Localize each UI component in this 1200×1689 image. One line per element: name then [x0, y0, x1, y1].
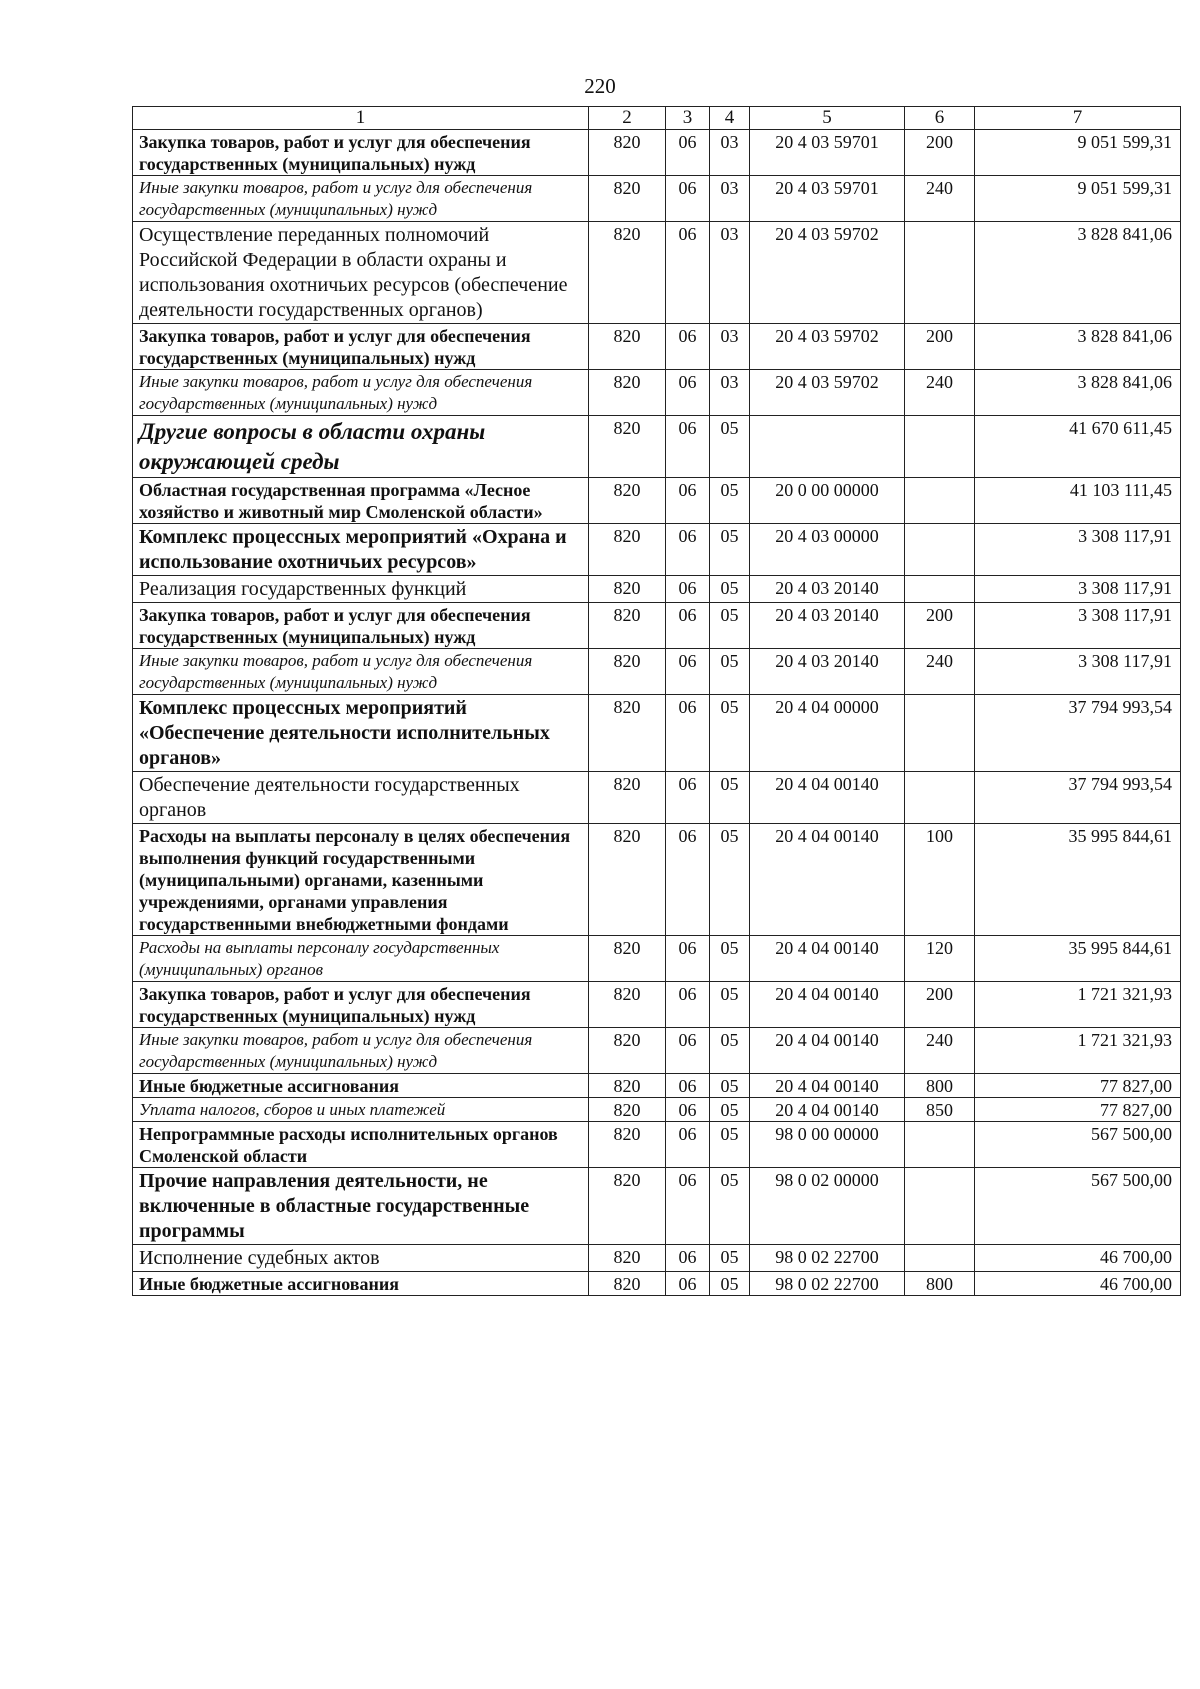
row-section: 06	[666, 824, 710, 936]
row-section: 06	[666, 222, 710, 324]
row-target: 20 4 03 59701	[750, 130, 905, 176]
row-code: 820	[589, 222, 666, 324]
row-target: 20 4 04 00140	[750, 936, 905, 982]
row-amount: 35 995 844,61	[975, 936, 1181, 982]
row-section: 06	[666, 649, 710, 695]
row-code: 820	[589, 576, 666, 603]
row-amount: 9 051 599,31	[975, 176, 1181, 222]
table-row	[133, 1245, 1181, 1272]
row-section: 06	[666, 1098, 710, 1122]
table-row	[133, 416, 1181, 478]
table-row	[133, 478, 1181, 524]
row-target: 20 4 03 20140	[750, 649, 905, 695]
row-amount: 37 794 993,54	[975, 695, 1181, 772]
table-row	[133, 370, 1181, 416]
row-amount: 3 828 841,06	[975, 324, 1181, 370]
row-section: 06	[666, 1122, 710, 1168]
row-code: 820	[589, 772, 666, 824]
table-body	[133, 130, 1181, 1296]
row-expense-type	[905, 524, 975, 576]
row-expense-type: 200	[905, 982, 975, 1028]
row-expense-type: 240	[905, 1028, 975, 1074]
row-subsection: 05	[710, 1074, 750, 1098]
row-expense-type: 200	[905, 130, 975, 176]
row-subsection: 05	[710, 1028, 750, 1074]
column-number: 3	[666, 107, 710, 130]
row-name: Расходы на выплаты персоналу государственных (муниципальных) органов	[133, 936, 589, 982]
row-amount: 46 700,00	[975, 1245, 1181, 1272]
row-subsection: 05	[710, 1272, 750, 1296]
table-row	[133, 1098, 1181, 1122]
row-section: 06	[666, 416, 710, 478]
row-code: 820	[589, 478, 666, 524]
row-target: 20 4 03 59702	[750, 370, 905, 416]
row-section: 06	[666, 1168, 710, 1245]
row-subsection: 03	[710, 222, 750, 324]
row-code: 820	[589, 130, 666, 176]
row-amount: 1 721 321,93	[975, 982, 1181, 1028]
row-code: 820	[589, 524, 666, 576]
row-subsection: 03	[710, 130, 750, 176]
row-amount: 3 308 117,91	[975, 576, 1181, 603]
table-row	[133, 982, 1181, 1028]
row-expense-type	[905, 1122, 975, 1168]
page-number: 220	[584, 74, 616, 98]
row-subsection: 05	[710, 1122, 750, 1168]
row-section: 06	[666, 176, 710, 222]
row-amount: 3 308 117,91	[975, 524, 1181, 576]
row-name: Комплекс процессных мероприятий «Охрана и использование охотничьих ресурсов»	[133, 524, 589, 576]
row-name: Иные закупки товаров, работ и услуг для обеспечения государственных (муниципальных) нужд	[133, 649, 589, 695]
table-row	[133, 649, 1181, 695]
row-target: 20 4 03 00000	[750, 524, 905, 576]
row-target: 98 0 02 22700	[750, 1245, 905, 1272]
row-subsection: 03	[710, 370, 750, 416]
row-target: 20 4 04 00140	[750, 824, 905, 936]
row-subsection: 05	[710, 824, 750, 936]
table-row	[133, 1074, 1181, 1098]
row-name: Другие вопросы в области охраны окружающей среды	[133, 416, 589, 478]
row-expense-type: 240	[905, 176, 975, 222]
row-code: 820	[589, 1098, 666, 1122]
row-expense-type: 240	[905, 649, 975, 695]
row-name: Уплата налогов, сборов и иных платежей	[133, 1098, 589, 1122]
row-target	[750, 416, 905, 478]
row-section: 06	[666, 1272, 710, 1296]
row-section: 06	[666, 576, 710, 603]
row-amount: 3 308 117,91	[975, 649, 1181, 695]
table-row	[133, 772, 1181, 824]
table-row	[133, 936, 1181, 982]
row-expense-type	[905, 772, 975, 824]
row-expense-type	[905, 416, 975, 478]
row-name: Прочие направления деятельности, не включенные в областные государственные программы	[133, 1168, 589, 1245]
row-amount: 3 828 841,06	[975, 222, 1181, 324]
table-row	[133, 603, 1181, 649]
row-name: Закупка товаров, работ и услуг для обеспечения государственных (муниципальных) нужд	[133, 324, 589, 370]
row-name: Закупка товаров, работ и услуг для обеспечения государственных (муниципальных) нужд	[133, 982, 589, 1028]
row-expense-type	[905, 576, 975, 603]
row-name: Иные закупки товаров, работ и услуг для обеспечения государственных (муниципальных) нужд	[133, 370, 589, 416]
row-target: 98 0 02 00000	[750, 1168, 905, 1245]
row-amount: 41 103 111,45	[975, 478, 1181, 524]
row-section: 06	[666, 936, 710, 982]
row-expense-type: 800	[905, 1272, 975, 1296]
column-number: 1	[133, 107, 589, 130]
row-code: 820	[589, 1122, 666, 1168]
row-amount: 3 308 117,91	[975, 603, 1181, 649]
table-row	[133, 130, 1181, 176]
row-amount: 46 700,00	[975, 1272, 1181, 1296]
row-code: 820	[589, 1028, 666, 1074]
row-name: Комплекс процессных мероприятий «Обеспечение деятельности исполнительных органов»	[133, 695, 589, 772]
row-subsection: 05	[710, 695, 750, 772]
row-subsection: 05	[710, 478, 750, 524]
row-subsection: 05	[710, 524, 750, 576]
row-amount: 35 995 844,61	[975, 824, 1181, 936]
row-amount: 567 500,00	[975, 1168, 1181, 1245]
row-target: 20 4 03 59701	[750, 176, 905, 222]
row-section: 06	[666, 603, 710, 649]
row-code: 820	[589, 416, 666, 478]
table-row	[133, 576, 1181, 603]
row-target: 20 4 03 20140	[750, 576, 905, 603]
row-section: 06	[666, 324, 710, 370]
table-row	[133, 695, 1181, 772]
row-section: 06	[666, 370, 710, 416]
row-section: 06	[666, 772, 710, 824]
row-expense-type	[905, 478, 975, 524]
row-amount: 77 827,00	[975, 1074, 1181, 1098]
row-target: 20 4 03 59702	[750, 324, 905, 370]
column-number: 2	[589, 107, 666, 130]
row-subsection: 05	[710, 982, 750, 1028]
column-number: 5	[750, 107, 905, 130]
row-target: 20 4 04 00140	[750, 982, 905, 1028]
row-expense-type	[905, 695, 975, 772]
row-target: 20 4 03 20140	[750, 603, 905, 649]
row-section: 06	[666, 1028, 710, 1074]
table-row	[133, 324, 1181, 370]
row-subsection: 05	[710, 1098, 750, 1122]
row-expense-type	[905, 1245, 975, 1272]
budget-table	[132, 106, 1181, 1296]
table-row	[133, 1028, 1181, 1074]
row-target: 20 4 03 59702	[750, 222, 905, 324]
row-code: 820	[589, 1245, 666, 1272]
row-name: Расходы на выплаты персоналу в целях обеспечения выполнения функций государственными (муниципальными) органами, казенными учреждениями, органами управления государственными внебюджетными фондами	[133, 824, 589, 936]
row-subsection: 03	[710, 176, 750, 222]
row-name: Непрограммные расходы исполнительных органов Смоленской области	[133, 1122, 589, 1168]
row-subsection: 03	[710, 324, 750, 370]
row-code: 820	[589, 324, 666, 370]
row-amount: 77 827,00	[975, 1098, 1181, 1122]
row-subsection: 05	[710, 1245, 750, 1272]
row-name: Областная государственная программа «Лесное хозяйство и животный мир Смоленской области»	[133, 478, 589, 524]
row-name: Иные бюджетные ассигнования	[133, 1074, 589, 1098]
row-name: Реализация государственных функций	[133, 576, 589, 603]
row-subsection: 05	[710, 576, 750, 603]
row-code: 820	[589, 982, 666, 1028]
column-number-row	[133, 107, 1181, 130]
row-subsection: 05	[710, 772, 750, 824]
row-target: 20 4 04 00140	[750, 1028, 905, 1074]
row-amount: 41 670 611,45	[975, 416, 1181, 478]
row-code: 820	[589, 824, 666, 936]
row-expense-type	[905, 1168, 975, 1245]
row-subsection: 05	[710, 649, 750, 695]
row-name: Закупка товаров, работ и услуг для обеспечения государственных (муниципальных) нужд	[133, 130, 589, 176]
table-row	[133, 824, 1181, 936]
row-section: 06	[666, 1074, 710, 1098]
row-code: 820	[589, 695, 666, 772]
row-code: 820	[589, 1168, 666, 1245]
table-row	[133, 524, 1181, 576]
row-name: Закупка товаров, работ и услуг для обеспечения государственных (муниципальных) нужд	[133, 603, 589, 649]
row-subsection: 05	[710, 936, 750, 982]
row-expense-type: 850	[905, 1098, 975, 1122]
row-section: 06	[666, 478, 710, 524]
column-number: 4	[710, 107, 750, 130]
row-amount: 37 794 993,54	[975, 772, 1181, 824]
row-amount: 3 828 841,06	[975, 370, 1181, 416]
row-expense-type: 200	[905, 603, 975, 649]
row-amount: 1 721 321,93	[975, 1028, 1181, 1074]
row-name: Исполнение судебных актов	[133, 1245, 589, 1272]
row-code: 820	[589, 603, 666, 649]
row-expense-type: 800	[905, 1074, 975, 1098]
row-target: 20 4 04 00000	[750, 695, 905, 772]
row-name: Обеспечение деятельности государственных органов	[133, 772, 589, 824]
table-row	[133, 222, 1181, 324]
row-subsection: 05	[710, 1168, 750, 1245]
row-target: 20 4 04 00140	[750, 772, 905, 824]
row-section: 06	[666, 1245, 710, 1272]
row-expense-type: 100	[905, 824, 975, 936]
row-section: 06	[666, 524, 710, 576]
row-subsection: 05	[710, 603, 750, 649]
row-expense-type: 120	[905, 936, 975, 982]
row-target: 98 0 00 00000	[750, 1122, 905, 1168]
row-target: 20 4 04 00140	[750, 1098, 905, 1122]
row-name: Осуществление переданных полномочий Российской Федерации в области охраны и использования охотничьих ресурсов (обеспечение деятельности государственных органов)	[133, 222, 589, 324]
row-code: 820	[589, 1074, 666, 1098]
table-row	[133, 1168, 1181, 1245]
row-code: 820	[589, 176, 666, 222]
row-expense-type	[905, 222, 975, 324]
table-row	[133, 1272, 1181, 1296]
column-number: 6	[905, 107, 975, 130]
row-target: 20 0 00 00000	[750, 478, 905, 524]
row-section: 06	[666, 982, 710, 1028]
row-code: 820	[589, 1272, 666, 1296]
table-row	[133, 1122, 1181, 1168]
row-expense-type: 240	[905, 370, 975, 416]
row-target: 20 4 04 00140	[750, 1074, 905, 1098]
row-code: 820	[589, 370, 666, 416]
row-section: 06	[666, 695, 710, 772]
row-section: 06	[666, 130, 710, 176]
row-name: Иные закупки товаров, работ и услуг для обеспечения государственных (муниципальных) нужд	[133, 1028, 589, 1074]
row-code: 820	[589, 936, 666, 982]
column-number: 7	[975, 107, 1181, 130]
row-amount: 9 051 599,31	[975, 130, 1181, 176]
row-code: 820	[589, 649, 666, 695]
row-expense-type: 200	[905, 324, 975, 370]
row-amount: 567 500,00	[975, 1122, 1181, 1168]
row-target: 98 0 02 22700	[750, 1272, 905, 1296]
row-name: Иные закупки товаров, работ и услуг для обеспечения государственных (муниципальных) нужд	[133, 176, 589, 222]
row-subsection: 05	[710, 416, 750, 478]
row-name: Иные бюджетные ассигнования	[133, 1272, 589, 1296]
table-row	[133, 176, 1181, 222]
